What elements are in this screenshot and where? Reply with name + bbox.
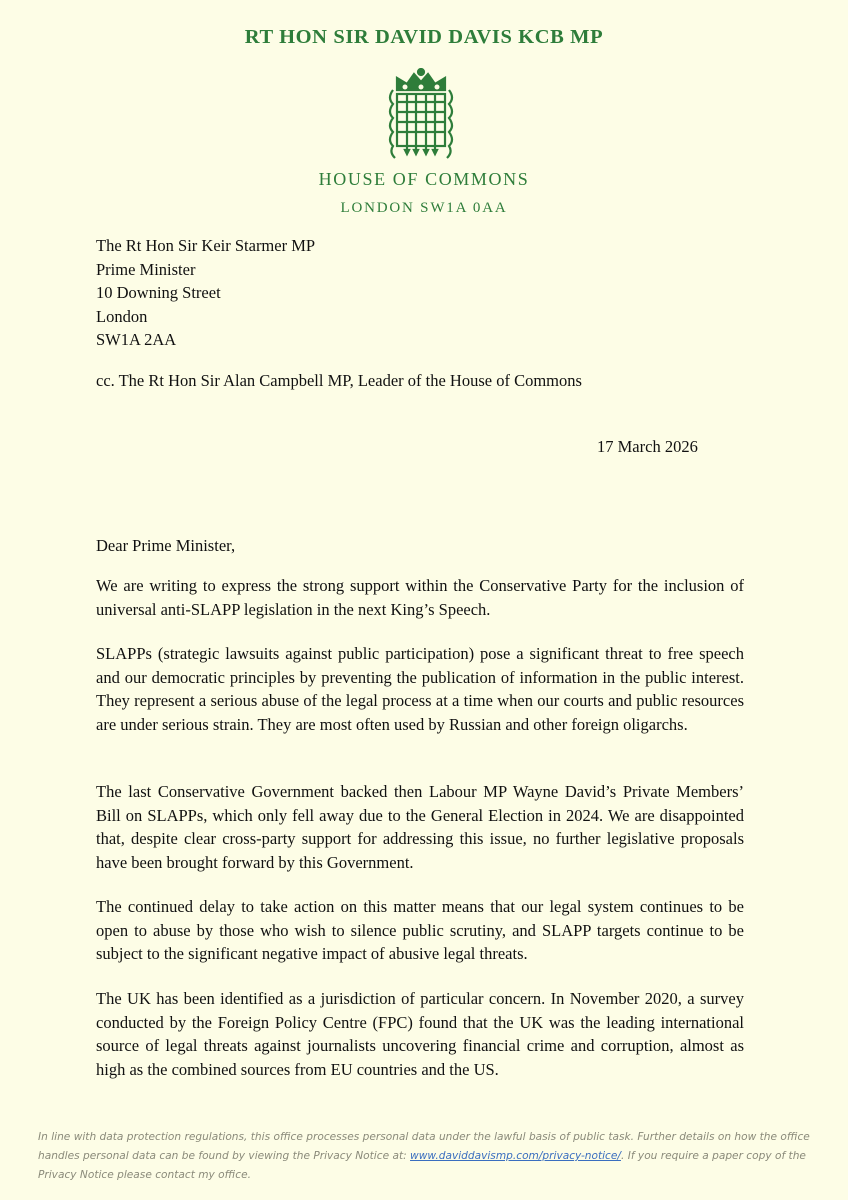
recipient-line: SW1A 2AA	[96, 330, 177, 349]
footer-text: In line with data protection regulations, this office processes personal data under the lawful basis of public task. Further details on how the office handles personal data can be found by viewing the Privacy Notice at:	[38, 1131, 810, 1162]
body-paragraph: The UK has been identified as a jurisdiction of particular concern. In November 2020, a survey conducted by the Foreign Policy Centre (FPC) found that the UK was the leading international source of legal threats against journalists uncovering financial crime and corruption, almost as high as the combined sources from EU countries and the US.	[96, 989, 744, 1079]
recipient-line: 10 Downing Street	[96, 283, 221, 302]
body-paragraph: SLAPPs (strategic lawsuits against public participation) pose a significant threat to free speech and our democratic principles by preventing the publication of information in the public interest. They represent a serious abuse of the legal process at a time when our courts and public resources are under serious strain. They are most often used by Russian and other foreign oligarchs.	[96, 644, 744, 734]
letterhead-name: RT HON SIR DAVID DAVIS KCB MP	[244, 26, 604, 48]
footer-text: . If you require a paper copy of the Privacy Notice please contact my office.	[38, 1150, 806, 1181]
salutation: Dear Prime Minister,	[96, 536, 236, 555]
house-of-commons-label: HOUSE OF COMMONS	[318, 169, 530, 189]
body-paragraph: The last Conservative Government backed then Labour MP Wayne David’s Private Members’ Bill on SLAPPs, which only fell away due to the General Election in 2024. We are disappointed that, despite clear cross-party support for addressing this issue, no further legislative proposals have been brought forward by this Government.	[96, 782, 744, 872]
privacy-footer	[38, 1128, 810, 1185]
recipient-line: Prime Minister	[96, 259, 196, 279]
recipient-address	[96, 234, 315, 352]
body-paragraph: We are writing to express the strong support within the Conservative Party for the inclusion of universal anti-SLAPP legislation in the next King’s Speech.	[96, 576, 744, 619]
privacy-notice-link[interactable]: www.daviddavismp.com/privacy-notice/	[410, 1150, 621, 1162]
cc-line: cc. The Rt Hon Sir Alan Campbell MP, Leader of the House of Commons	[96, 371, 582, 390]
office-address: LONDON SW1A 0AA	[340, 200, 508, 216]
recipient-line: London	[96, 306, 148, 326]
letter-date: 17 March 2026	[597, 437, 698, 456]
body-paragraph: The continued delay to take action on this matter means that our legal system continues to be open to abuse by those who wish to silence public scrutiny, and SLAPP targets continue to be subject to the significant negative impact of abusive legal threats.	[96, 897, 744, 963]
portcullis-icon	[383, 68, 459, 160]
recipient-line: The Rt Hon Sir Keir Starmer MP	[96, 236, 316, 255]
